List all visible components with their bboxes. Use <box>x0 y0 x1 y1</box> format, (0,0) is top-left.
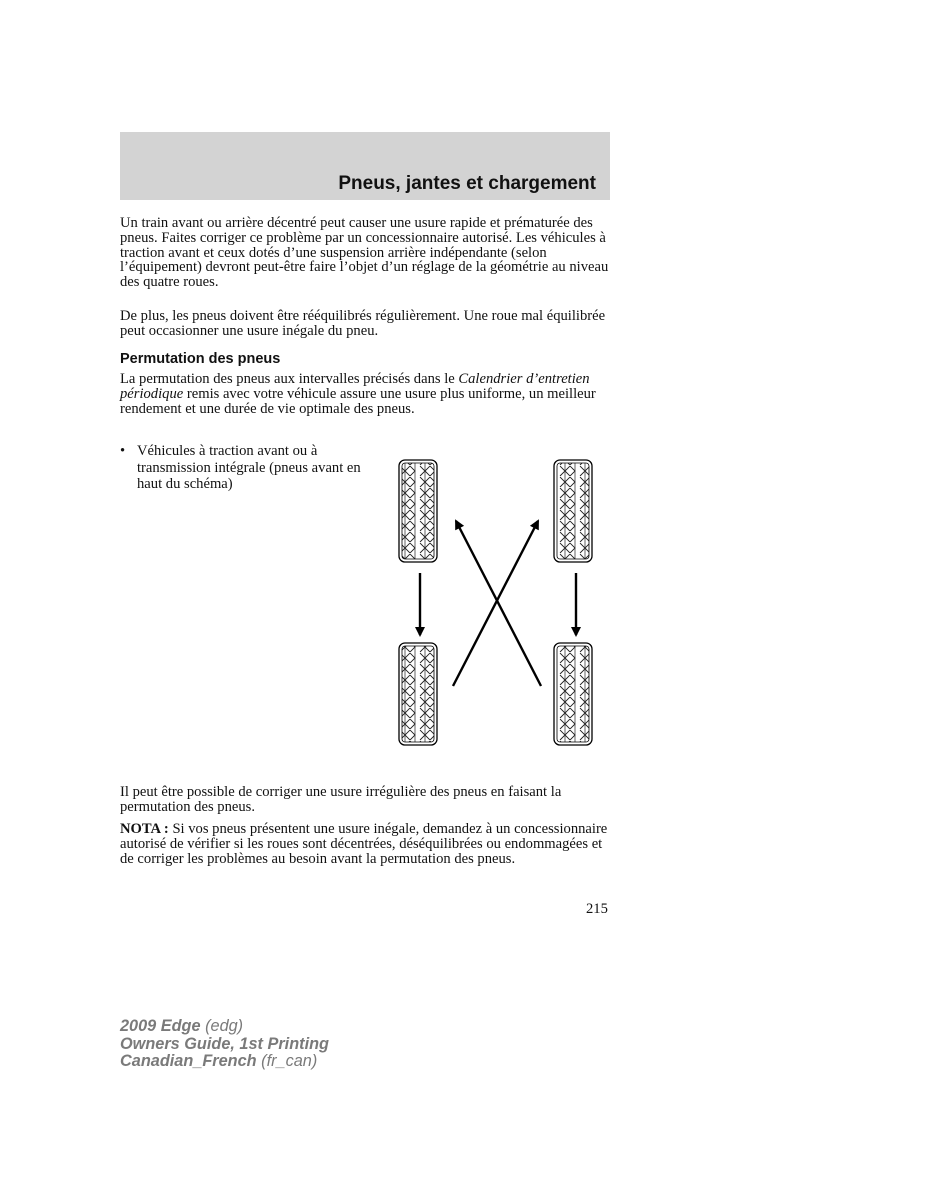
footer-line-guide <box>120 1036 329 1054</box>
document-footer <box>120 1018 329 1071</box>
bullet-icon: • <box>120 443 126 459</box>
rotation-text-end: remis avec votre véhicule assure une usure plus uniforme, un meilleur rendement et une durée de vie optimale des pneus. <box>120 385 596 417</box>
paragraph-nota <box>120 822 612 866</box>
bullet-item-fwd-awd <box>120 443 370 493</box>
paragraph-balancing: De plus, les pneus doivent être rééquilibrés régulièrement. Une roue mal équilibrée peut occasionner une usure inégale du pneu. <box>120 308 606 339</box>
arrow-rear-left-to-front-right <box>453 521 538 686</box>
footer-model-code: (edg) <box>205 1017 244 1035</box>
page-number: 215 <box>586 901 608 917</box>
subheading-tire-rotation: Permutation des pneus <box>120 351 281 367</box>
paragraph-rotation-intervals <box>120 372 612 416</box>
arrow-rear-right-to-front-left <box>456 521 541 686</box>
bullet-text: Véhicules à traction avant ou à transmission intégrale (pneus avant en haut du schéma) <box>137 443 361 492</box>
nota-label: NOTA : <box>120 821 169 837</box>
paragraph-alignment: Un train avant ou arrière décentré peut causer une usure rapide et prématurée des pneus. Faites corriger ce problème par un concessionnaire autorisé. Les véhicules à traction avant et ceux dotés d’une suspension arrière indépendante (selon l’équipement) devront peut-être faire l’objet d’un réglage de la géométrie au niveau des quatre roues. <box>120 215 609 291</box>
rotation-text-start: La permutation des pneus aux intervalles précisés dans le <box>120 371 459 387</box>
footer-guide: Owners Guide, 1st Printing <box>120 1034 329 1053</box>
tire-rear-left <box>399 643 437 745</box>
footer-language-code: (fr_can) <box>261 1052 318 1070</box>
footer-language: Canadian_French <box>120 1052 257 1070</box>
maintenance-schedule-reference: Calendrier d’entretien périodique <box>120 371 590 402</box>
tire-front-right <box>554 460 592 562</box>
footer-line-language <box>120 1053 329 1071</box>
nota-text: Si vos pneus présentent une usure inégale, demandez à un concessionnaire autorisé de vérifier si les roues sont décentrées, déséquilibrées ou endommagées et de corriger les problèmes au besoin avant la permutation des pneus. <box>120 821 608 867</box>
footer-model: 2009 Edge <box>120 1017 201 1035</box>
tire-rear-right <box>554 643 592 745</box>
paragraph-irregular-wear: Il peut être possible de corriger une usure irrégulière des pneus en faisant la permutation des pneus. <box>120 784 562 815</box>
tire-front-left <box>399 460 437 562</box>
footer-line-model <box>120 1018 329 1036</box>
section-header-band <box>120 132 610 200</box>
tire-rotation-diagram <box>390 455 620 755</box>
section-title: Pneus, jantes et chargement <box>338 173 596 194</box>
